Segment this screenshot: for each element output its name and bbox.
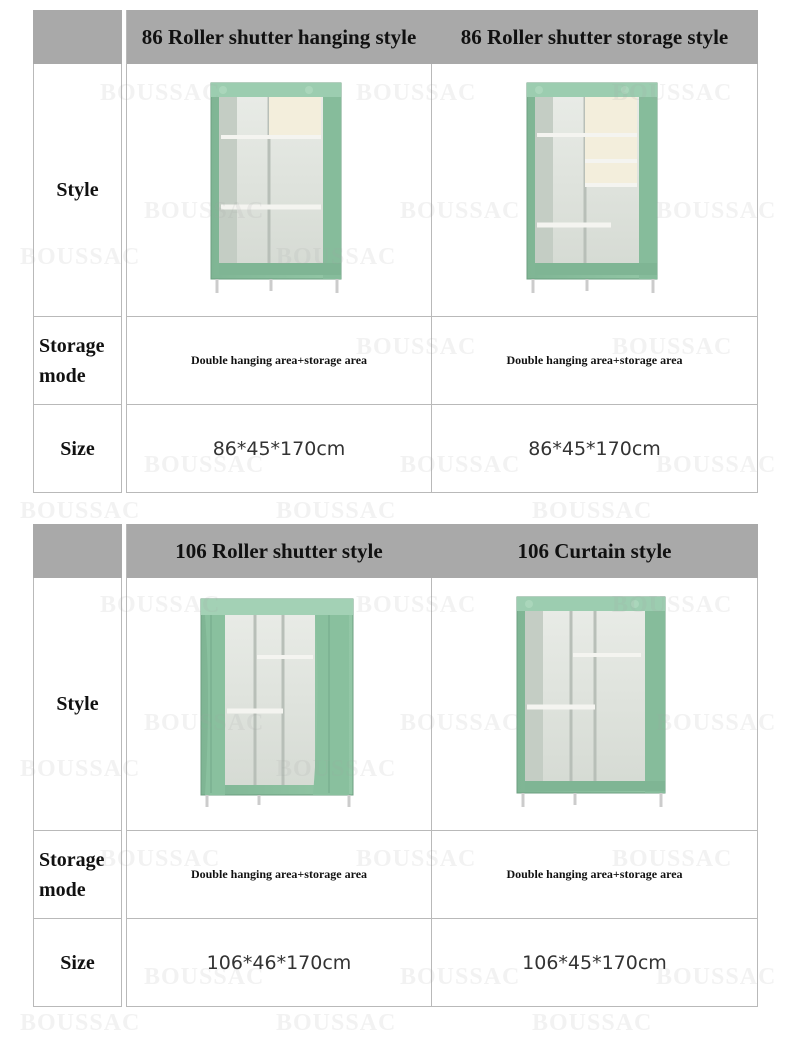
- watermark: BOUSSAC: [144, 964, 265, 990]
- column-header: 106 Curtain style: [432, 525, 758, 578]
- watermark: BOUSSAC: [20, 1010, 141, 1036]
- watermark: BOUSSAC: [532, 498, 653, 524]
- size-cell: 106*45*170cm: [432, 919, 758, 1007]
- watermark: BOUSSAC: [356, 846, 477, 872]
- watermark: BOUSSAC: [356, 592, 477, 618]
- watermark: BOUSSAC: [656, 198, 777, 224]
- header-corner: [34, 11, 122, 64]
- column-header: 86 Roller shutter hanging style: [127, 11, 432, 64]
- watermark: BOUSSAC: [400, 710, 521, 736]
- header-corner: [34, 525, 122, 578]
- row-label-size: Size: [34, 405, 122, 493]
- storage-mode-cell: Double hanging area+storage area: [432, 831, 758, 919]
- wardrobe-icon: [209, 79, 349, 301]
- watermark: BOUSSAC: [400, 964, 521, 990]
- watermark: BOUSSAC: [612, 80, 733, 106]
- column-header: 106 Roller shutter style: [127, 525, 432, 578]
- watermark: BOUSSAC: [144, 198, 265, 224]
- row-label-storage-mode: [34, 831, 122, 919]
- wardrobe-icon: [199, 597, 359, 811]
- row-label-style: Style: [34, 578, 122, 831]
- storage-label-line: Storage: [39, 848, 105, 871]
- wardrobe-roller-storage-image: [432, 64, 758, 317]
- watermark: BOUSSAC: [612, 334, 733, 360]
- row-label-storage-mode: [34, 317, 122, 405]
- size-cell: 86*45*170cm: [127, 405, 432, 493]
- storage-label-line: mode: [39, 878, 86, 901]
- storage-label-line: Storage: [39, 334, 105, 357]
- wardrobe-roller-hanging-image: [127, 64, 432, 317]
- watermark: BOUSSAC: [276, 498, 397, 524]
- row-label-style: Style: [34, 64, 122, 317]
- storage-mode-cell: Double hanging area+storage area: [432, 317, 758, 405]
- watermark: BOUSSAC: [656, 452, 777, 478]
- watermark: BOUSSAC: [20, 756, 141, 782]
- storage-mode-cell: Double hanging area+storage area: [127, 831, 432, 919]
- watermark: BOUSSAC: [276, 1010, 397, 1036]
- wardrobe-106-roller-image: [127, 578, 432, 831]
- watermark: BOUSSAC: [100, 80, 221, 106]
- watermark: BOUSSAC: [144, 452, 265, 478]
- watermark: BOUSSAC: [532, 1010, 653, 1036]
- storage-mode-cell: Double hanging area+storage area: [127, 317, 432, 405]
- watermark: BOUSSAC: [612, 846, 733, 872]
- column-header: 86 Roller shutter storage style: [432, 11, 758, 64]
- watermark: BOUSSAC: [356, 80, 477, 106]
- watermark: BOUSSAC: [100, 592, 221, 618]
- wardrobe-icon: [515, 593, 675, 815]
- row-label-size: Size: [34, 919, 122, 1007]
- watermark: BOUSSAC: [400, 198, 521, 224]
- comparison-table-86: [33, 10, 758, 493]
- size-cell: 86*45*170cm: [432, 405, 758, 493]
- wardrobe-icon: [525, 79, 665, 301]
- watermark: BOUSSAC: [20, 498, 141, 524]
- watermark: BOUSSAC: [612, 592, 733, 618]
- watermark: BOUSSAC: [656, 964, 777, 990]
- watermark: BOUSSAC: [400, 452, 521, 478]
- wardrobe-106-curtain-image: [432, 578, 758, 831]
- comparison-table-106: [33, 524, 758, 1007]
- watermark: BOUSSAC: [20, 244, 141, 270]
- watermark: BOUSSAC: [100, 846, 221, 872]
- watermark: BOUSSAC: [656, 710, 777, 736]
- size-cell: 106*46*170cm: [127, 919, 432, 1007]
- watermark: BOUSSAC: [356, 334, 477, 360]
- storage-label-line: mode: [39, 364, 86, 387]
